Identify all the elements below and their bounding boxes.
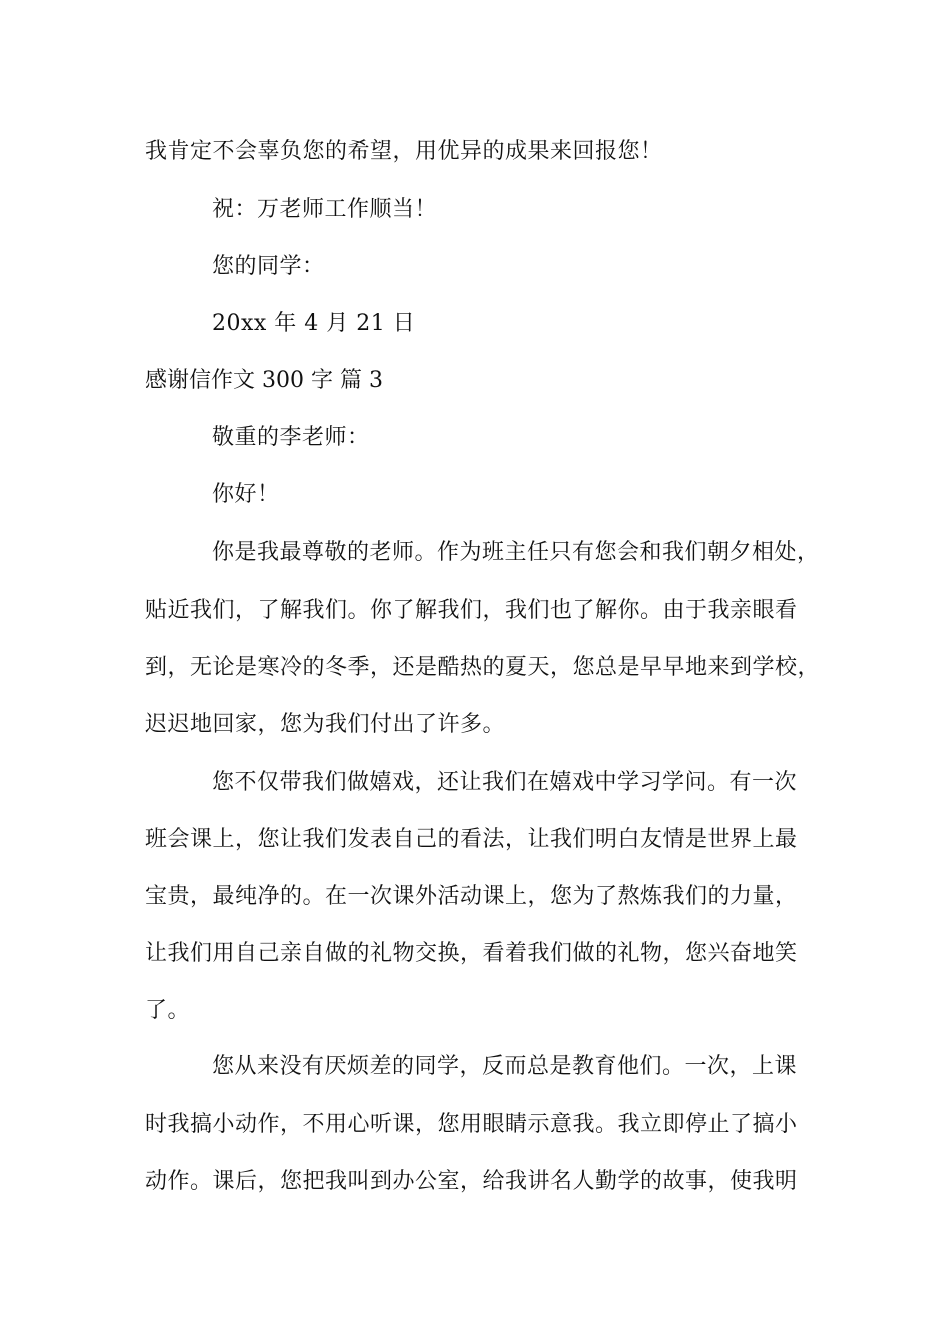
paragraph-line: 时我搞小动作，不用心听课，您用眼睛示意我。我立即停止了搞小 <box>145 1112 798 1137</box>
paragraph-line: 让我们用自己亲自做的礼物交换，看着我们做的礼物，您兴奋地笑 <box>145 941 798 966</box>
date: 20xx 年 4 月 21 日 <box>212 311 416 336</box>
signature: 您的同学： <box>212 254 325 279</box>
paragraph-line: 您不仅带我们做嬉戏，还让我们在嬉戏中学习学问。有一次 <box>212 770 798 795</box>
paragraph-line: 宝贵，最纯净的。在一次课外活动课上，您为了熬炼我们的力量， <box>145 884 798 909</box>
section-heading: 感谢信作文 300 字 篇 3 <box>145 368 383 393</box>
paragraph-line: 动作。课后，您把我叫到办公室，给我讲名人勤学的故事，使我明 <box>145 1169 798 1194</box>
closing-wish: 祝：万老师工作顺当！ <box>212 197 438 222</box>
paragraph-line: 我肯定不会辜负您的希望，用优异的成果来回报您！ <box>145 139 663 164</box>
paragraph-line: 迟迟地回家，您为我们付出了许多。 <box>145 712 506 737</box>
paragraph-line: 你是我最尊敬的老师。作为班主任只有您会和我们朝夕相处， <box>212 540 820 565</box>
salutation: 敬重的李老师： <box>212 425 370 450</box>
paragraph-line: 了。 <box>145 998 191 1023</box>
paragraph-line: 班会课上，您让我们发表自己的看法，让我们明白友情是世界上最 <box>145 827 798 852</box>
greeting: 你好！ <box>212 482 280 507</box>
paragraph-line: 您从来没有厌烦差的同学，反而总是教育他们。一次，上课 <box>212 1054 798 1079</box>
paragraph-line: 到，无论是寒冷的冬季，还是酷热的夏天，您总是早早地来到学校， <box>145 655 821 680</box>
paragraph-line: 贴近我们，了解我们。你了解我们，我们也了解你。由于我亲眼看 <box>145 598 798 623</box>
